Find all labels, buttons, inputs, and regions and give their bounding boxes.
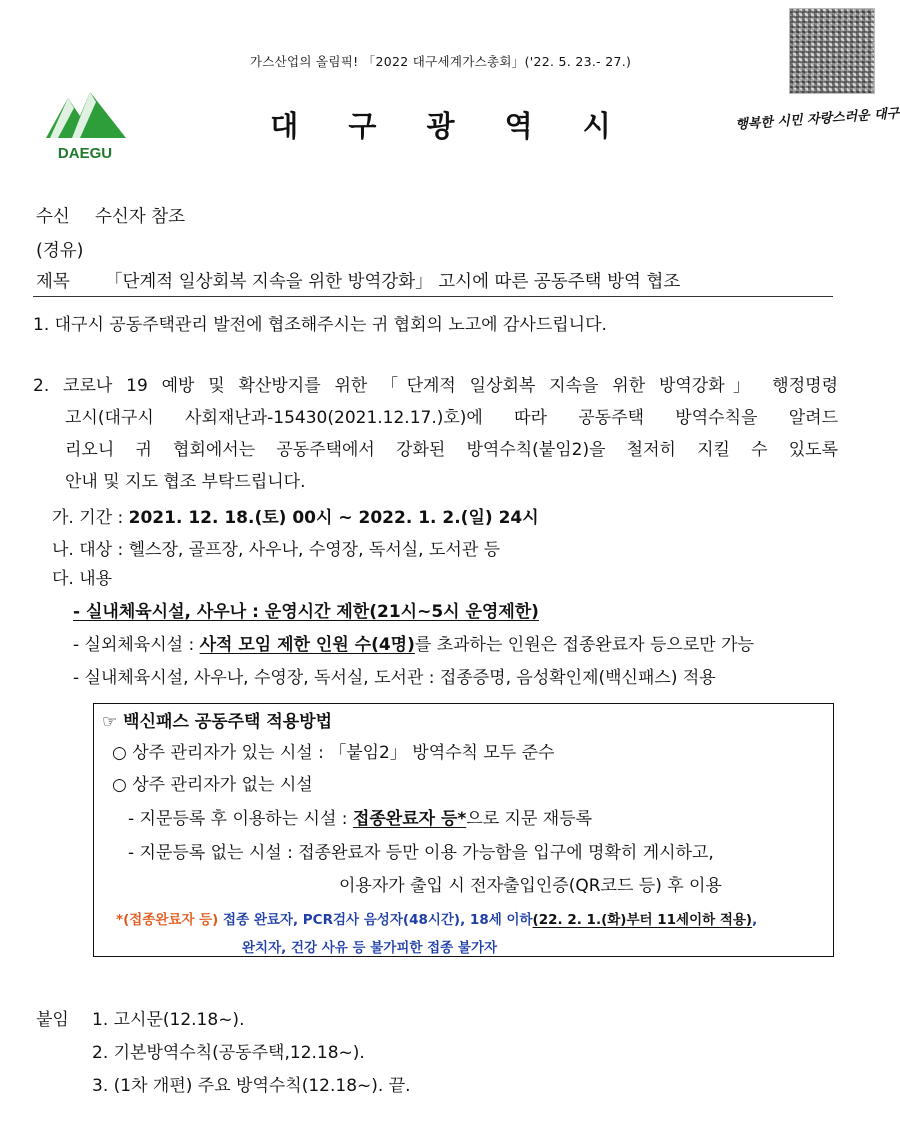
city-slogan-logo: 행복한 시민 자랑스러운 대구 xyxy=(734,106,900,133)
recipient-label: 수신 xyxy=(36,207,70,227)
bullet-outdoor-sports xyxy=(73,630,754,655)
vaccine-pass-box xyxy=(93,703,834,957)
pointing-hand-icon: ☞ xyxy=(102,712,118,732)
box-title: 백신패스 공동주택 적용방법 xyxy=(123,712,333,732)
recipient-value: 수신자 참조 xyxy=(94,207,186,227)
footnote-comma: , xyxy=(752,912,758,928)
recipient-row xyxy=(36,203,185,228)
attachment-item: 2. 기본방역수칙(공동주택,12.18~). xyxy=(92,1043,365,1063)
item-ga-period xyxy=(52,503,539,528)
item-da-content: 다. 내용 xyxy=(52,569,113,589)
organization-title: 대 구 광 역 시 xyxy=(270,109,631,143)
box-dash-1 xyxy=(128,804,592,829)
box-title-row xyxy=(102,707,332,732)
qr-code-image xyxy=(789,8,875,94)
box-dash-2-line1: - 지문등록 없는 시설 : 접종완료자 등만 이용 가능함을 입구에 명확히 게시하고, xyxy=(128,843,714,863)
logo-text: DAEGU xyxy=(57,145,113,162)
bullet-vaccine-pass: - 실내체육시설, 사우나, 수영장, 독서실, 도서관 : 접종증명, 음성확인제(백신패스) 적용 xyxy=(73,668,716,688)
attachment-item: 3. (1차 개편) 주요 방역수칙(12.18~). 끝. xyxy=(92,1076,411,1096)
paragraph-2-line: 안내 및 지도 협조 부탁드립니다. xyxy=(65,472,306,492)
subject-label: 제목 xyxy=(36,272,70,292)
footnote-desc: 접종 완료자, PCR검사 음성자(48시간), 18세 이하 xyxy=(218,912,533,928)
footnote-star: * xyxy=(116,912,124,928)
dash1-prefix: - 지문등록 후 이용하는 시설 : xyxy=(128,809,353,829)
dash1-suffix: 으로 지문 재등록 xyxy=(466,809,593,829)
box-dash-2-line2: 이용자가 출입 시 전자출입인증(QR코드 등) 후 이용 xyxy=(339,876,722,896)
dash1-underlined: 접종완료자 등* xyxy=(352,809,467,829)
paragraph-2-line: 리오니 귀 협회에서는 공동주택에서 강화된 방역수칙(붙임2)을 철저히 지킬 수 있도록 xyxy=(65,440,838,460)
box-footnote-line2: 완치자, 건강 사유 등 불가피한 접종 불가자 xyxy=(242,940,498,956)
subject-value: 「단계적 일상회복 지속을 위한 방역강화」 고시에 따른 공동주택 방역 협조 xyxy=(104,272,681,292)
paragraph-2-line: 2. 코로나 19 예방 및 확산방지를 위한 「단계적 일상회복 지속을 위한 방역강화」 행정명령 xyxy=(33,376,838,396)
via-label: (경유) xyxy=(36,241,84,261)
event-slogan: 가스산업의 올림픽! 「2022 대구세계가스총회」('22. 5. 23.- 27.) xyxy=(249,54,632,69)
attachment-item: 1. 고시문(12.18~). xyxy=(92,1010,245,1030)
item-na-target: 나. 대상 : 헬스장, 골프장, 사우나, 수영장, 독서실, 도서관 등 xyxy=(52,540,501,560)
paragraph-2 xyxy=(33,370,838,498)
period-label: 가. 기간 : xyxy=(52,508,124,528)
subject-row xyxy=(36,268,680,293)
paragraph-2-line: 고시(대구시 사회재난과-15430(2021.12.17.)호)에 따라 공동주택 방역수칙을 알려드 xyxy=(65,408,838,428)
subject-divider xyxy=(33,296,833,297)
bullet2-underlined: 사적 모임 제한 인원 수(4명) xyxy=(199,635,415,655)
period-value: 2021. 12. 18.(토) 00시 ~ 2022. 1. 2.(일) 24시 xyxy=(128,508,539,528)
bullet2-prefix: - 실외체육시설 : xyxy=(73,635,200,655)
attachment-label: 붙임 xyxy=(36,1010,69,1030)
bullet-indoor-sports: - 실내체육시설, 사우나 : 운영시간 제한(21시~5시 운영제한) xyxy=(73,602,539,622)
footnote-date: (22. 2. 1.(화)부터 11세이하 적용) xyxy=(532,912,753,928)
box-footnote-line1 xyxy=(116,908,757,928)
box-option-2: ○ 상주 관리자가 없는 시설 xyxy=(112,775,313,795)
box-option-1: ○ 상주 관리자가 있는 시설 : 「붙임2」 방역수칙 모두 준수 xyxy=(112,743,555,763)
bullet2-suffix: 를 초과하는 인원은 접종완료자 등으로만 가능 xyxy=(414,635,754,655)
footnote-term: (접종완료자 등) xyxy=(123,912,219,928)
paragraph-1: 1. 대구시 공동주택관리 발전에 협조해주시는 귀 협회의 노고에 감사드립니다. xyxy=(33,315,607,335)
